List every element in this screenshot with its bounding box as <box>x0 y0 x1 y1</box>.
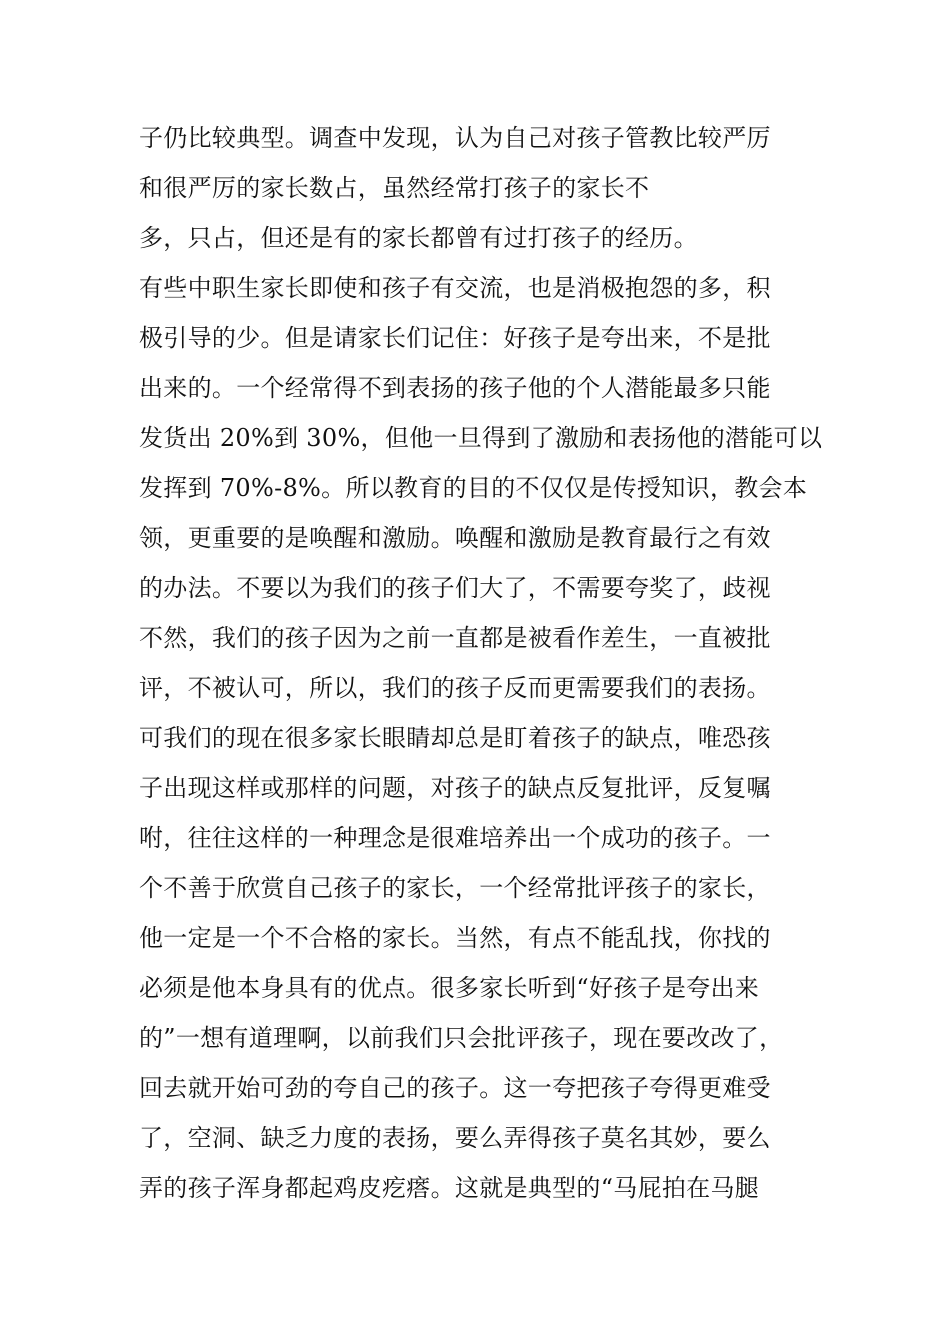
text-line: 领，更重要的是唤醒和激励。唤醒和激励是教育最行之有效 <box>139 524 771 552</box>
text-line: 回去就开始可劲的夸自己的孩子。这一夸把孩子夸得更难受 <box>139 1074 771 1102</box>
text-line: 和很严厉的家长数占，虽然经常打孩子的家长不 <box>139 174 650 202</box>
text-line: 了，空洞、缺乏力度的表扬，要么弄得孩子莫名其妙，要么 <box>139 1124 771 1152</box>
text-line: 极引导的少。但是请家长们记住：好孩子是夸出来，不是批 <box>139 324 771 352</box>
text-line: 的办法。不要以为我们的孩子们大了，不需要夸奖了，歧视 <box>139 574 771 602</box>
text-line: 子出现这样或那样的问题，对孩子的缺点反复批评，反复嘱 <box>139 774 771 802</box>
body-text <box>139 113 839 1213</box>
text-line: 可我们的现在很多家长眼睛却总是盯着孩子的缺点，唯恐孩 <box>139 724 771 752</box>
text-line: 有些中职生家长即使和孩子有交流，也是消极抱怨的多，积 <box>139 274 771 302</box>
text-line: 出来的。一个经常得不到表扬的孩子他的个人潜能最多只能 <box>139 374 771 402</box>
text-line: 咐，往往这样的一种理念是很难培养出一个成功的孩子。一 <box>139 824 771 852</box>
text-line: 他一定是一个不合格的家长。当然，有点不能乱找，你找的 <box>139 924 771 952</box>
text-line: 评，不被认可，所以，我们的孩子反而更需要我们的表扬。 <box>139 674 771 702</box>
text-line: 子仍比较典型。调查中发现，认为自己对孩子管教比较严厉 <box>139 124 771 152</box>
text-line: 弄的孩子浑身都起鸡皮疙瘩。这就是典型的“马屁拍在马腿 <box>139 1174 760 1202</box>
text-line: 个不善于欣赏自己孩子的家长，一个经常批评孩子的家长， <box>139 874 771 902</box>
text-line: 必须是他本身具有的优点。很多家长听到“好孩子是夸出来 <box>139 974 760 1002</box>
text-line: 的”一想有道理啊，以前我们只会批评孩子，现在要改改了， <box>139 1024 784 1052</box>
text-line: 多，只占，但还是有的家长都曾有过打孩子的经历。 <box>139 224 698 252</box>
text-line: 发挥到 70%-8%。所以教育的目的不仅仅是传授知识，教会本 <box>139 474 808 502</box>
text-line: 不然，我们的孩子因为之前一直都是被看作差生，一直被批 <box>139 624 771 652</box>
text-line: 发货出 20%到 30%，但他一旦得到了激励和表扬他的潜能可以 <box>139 424 823 452</box>
